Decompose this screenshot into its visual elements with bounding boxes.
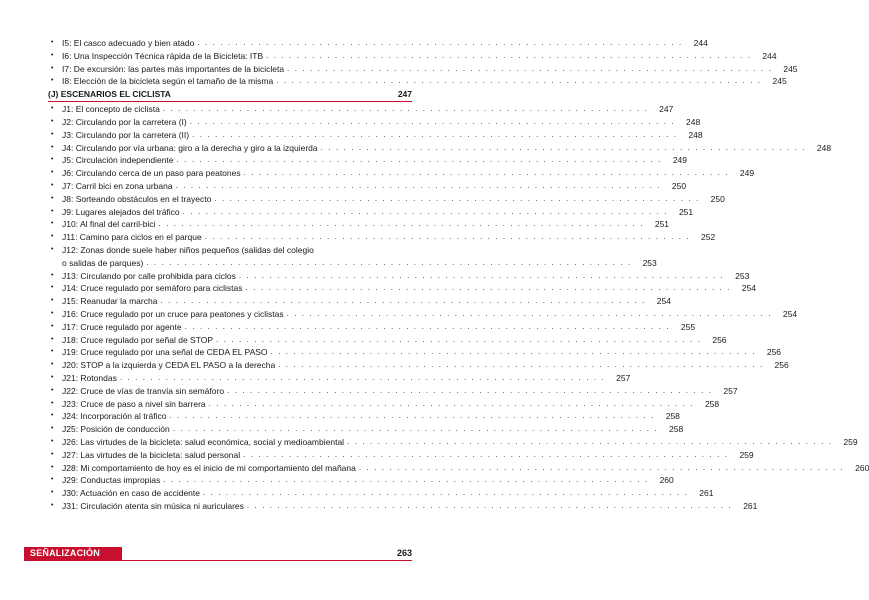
toc-entry-title: J26: Las virtudes de la bicicleta: salud económica, social y medioambiental [62,436,345,447]
bullet-icon: • [51,245,54,253]
bullet-icon: • [51,105,54,113]
toc-entry [48,449,754,462]
dot-leader: . . . . . . . . . . . . . . . . . . . . . . . . . . . . . . . . . . . . . . . . . . . . . . . . . . . . . . . . . . . . . . . . [270,347,757,357]
page-number: 263 [396,548,412,558]
bullet-icon: • [51,130,54,138]
dot-leader: . . . . . . . . . . . . . . . . . . . . . . . . . . . . . . . . . . . . . . . . . . . . . . . . . . . . . . . . . . . . . . . . [347,436,833,446]
dot-leader: . . . . . . . . . . . . . . . . . . . . . . . . . . . . . . . . . . . . . . . . . . . . . . . . . . . . . . . . . . . . . . . . [204,232,691,242]
toc-entry-page: 256 [774,360,789,371]
toc-entry-page: 260 [659,475,674,486]
toc-entry-title: J16: Cruce regulado por un cruce para peatones y ciclistas [62,308,284,319]
toc-entry-title: J29: Conductas impropias [62,475,161,486]
dot-leader: . . . . . . . . . . . . . . . . . . . . . . . . . . . . . . . . . . . . . . . . . . . . . . . . . . . . . . . . . . . . . . . . [287,63,773,73]
bullet-icon: • [51,373,54,381]
toc-entry-title: J31: Circulación atenta sin música ni auriculares [62,500,244,511]
toc-entry [48,129,703,142]
dot-leader: . . . . . . . . . . . . . . . . . . . . . . . . . . . . . . . . . . . . . . . . . . . . . . . . . . . . . . . . . . . . . . . . [202,488,689,498]
bullet-icon: • [51,143,54,151]
dot-leader: . . . . . . . . . . . . . . . . . . . . . . . . . . . . . . . . . . . . . . . . . . . . . . . . . . . . . . . . . . . . . . . . [246,500,733,510]
bullet-icon: • [51,348,54,356]
dot-leader: . . . . . . . . . . . . . . . . . . . . . . . . . . . . . . . . . . . . . . . . . . . . . . . . . . . . . . . . . . . . . . . . [278,360,764,370]
toc-entry-page: 256 [766,347,782,358]
dot-leader: . . . . . . . . . . . . . . . . . . . . . . . . . . . . . . . . . . . . . . . . . . . . . . . . . . . . . . . . . . . . . . . . [358,462,845,472]
bullet-icon: • [51,450,54,458]
dot-leader: . . . . . . . . . . . . . . . . . . . . . . . . . . . . . . . . . . . . . . . . . . . . . . . . . . . . . . . . . . . . . . . . [208,398,695,408]
dot-leader: . . . . . . . . . . . . . . . . . . . . . . . . . . . . . . . . . . . . . . . . . . . . . . . . . . . . . . . . . . . . . . . . [286,308,773,318]
bullet-icon: • [51,156,54,164]
toc-entry [48,385,738,398]
toc-entry-title: J3: Circulando por la carretera (II) [62,129,190,140]
toc-entry [48,487,714,500]
toc-entry-page: 253 [642,257,657,268]
toc-entry-title: J19: Cruce regulado por una señal de CEDA EL PASO [62,347,268,358]
bullet-icon: • [51,39,54,46]
dot-leader: . . . . . . . . . . . . . . . . . . . . . . . . . . . . . . . . . . . . . . . . . . . . . . . . . . . . . . . . . . . . . . . . [163,475,649,485]
bullet-icon: • [51,169,54,177]
bullet-icon: • [51,463,54,471]
toc-entry-page: 244 [762,50,777,61]
toc-entry-title: J22: Cruce de vías de tranvía sin semáforo [62,385,225,396]
toc-entry [48,359,789,372]
bullet-icon: • [51,181,54,189]
bullet-icon: • [51,437,54,445]
dot-leader: . . . . . . . . . . . . . . . . . . . . . . . . . . . . . . . . . . . . . . . . . . . . . . . . . . . . . . . . . . . . . . . . [197,38,683,47]
dot-leader: . . . . . . . . . . . . . . . . . . . . . . . . . . . . . . . . . . . . . . . . . . . . . . . . . . . . . . . . . . . . . . . . [189,116,676,126]
toc-entry-title: I5: El casco adecuado y bien atado [62,38,195,48]
dot-leader: . . . . . . . . . . . . . . . . . . . . . . . . . . . . . . . . . . . . . . . . . . . . . . . . . . . . . . . . . . . . . . . . [172,424,659,434]
toc-entry-page: 253 [735,270,750,281]
bullet-icon: • [51,476,54,484]
toc-entry-title: J13: Circulando por calle prohibida para ciclos [62,270,236,281]
toc-entry-continuation [48,257,657,270]
dot-leader: . . . . . . . . . . . . . . . . . . . . . . . . . . . . . . . . . . . . . . . . . . . . . . . . . . . . . . . . . . . . . . . . [276,76,762,86]
toc-entry [48,63,798,76]
bullet-icon: • [51,51,54,59]
toc-entry-title: J15: Reanudar la marcha [62,296,158,307]
toc-entry-page: 259 [739,449,754,460]
toc-entry [48,193,725,206]
toc-entry-title: J18: Cruce regulado por señal de STOP [62,334,214,345]
toc-entry-page: 261 [699,488,714,499]
bullet-icon: • [51,399,54,407]
toc-entry-page: 254 [656,296,671,307]
toc-entry-page: 254 [741,283,756,294]
toc-entry-title: J11: Camino para ciclos en el parque [62,232,202,243]
bullet-icon: • [51,297,54,305]
toc-entry [48,244,412,257]
toc-entry-page: 257 [723,385,738,396]
bullet-icon: • [51,284,54,292]
toc-entry-page: 250 [671,180,687,191]
toc-entry-title: J21: Rotondas [62,372,117,383]
dot-leader: . . . . . . . . . . . . . . . . . . . . . . . . . . . . . . . . . . . . . . . . . . . . . . . . . . . . . . . . . . . . . . . . [216,334,702,344]
toc-entry [48,474,674,487]
toc-entry-title: J6: Circulando cerca de un paso para peatones [62,168,241,179]
dot-leader: . . . . . . . . . . . . . . . . . . . . . . . . . . . . . . . . . . . . . . . . . . . . . . . . . . . . . . . . . . . . . . . . [243,168,730,178]
toc-entry-page: 261 [743,500,758,511]
toc-entry [48,180,687,193]
dot-leader: . . . . . . . . . . . . . . . . . . . . . . . . . . . . . . . . . . . . . . . . . . . . . . . . . . . . . . . . . . . . . . . . [243,449,729,459]
toc-entry-page: 254 [782,308,798,319]
section-page: 247 [397,89,412,100]
dot-leader: . . . . . . . . . . . . . . . . . . . . . . . . . . . . . . . . . . . . . . . . . . . . . . . . . . . . . . . . . . . . . . . . [175,180,662,190]
toc-entry [48,154,688,167]
toc-entry [48,231,716,244]
toc-entry [48,321,696,334]
bullet-icon: • [51,309,54,317]
toc-entry-page: 260 [855,462,869,473]
toc-entry [48,75,787,88]
toc-entry-page: 245 [772,76,787,87]
bullet-icon: • [51,64,54,72]
dot-leader: . . . . . . . . . . . . . . . . . . . . . . . . . . . . . . . . . . . . . . . . . . . . . . . . . . . . . . . . . . . . . . . . [184,321,671,331]
toc-entry-title: J28: Mi comportamiento de hoy es el inicio de mi comportamiento del mañana [62,462,356,473]
toc-entry [48,410,680,423]
toc-entry-title: J5: Circulación independiente [62,155,174,166]
toc-entry-title: J27: Las virtudes de la bicicleta: salud personal [62,449,241,460]
dot-leader: . . . . . . . . . . . . . . . . . . . . . . . . . . . . . . . . . . . . . . . . . . . . . . . . . . . . . . . . . . . . . . . . [266,50,752,60]
toc-entry-title: J1: El concepto de ciclista [62,104,160,115]
toc-entry [48,142,832,155]
bullet-icon: • [51,489,54,497]
toc-entry [48,308,798,321]
dot-leader: . . . . . . . . . . . . . . . . . . . . . . . . . . . . . . . . . . . . . . . . . . . . . . . . . . . . . . . . . . . . . . . . [160,296,646,306]
bullet-icon: • [51,361,54,369]
toc-entry-title: J12: Zonas donde suele haber niños pequeños (salidas del colegio [62,244,314,255]
bullet-icon: • [51,335,54,343]
toc-entry-title: J25: Posición de conducción [62,424,170,435]
toc-entry-title: J4: Circulando por vía urbana: giro a la derecha y giro a la izquierda [62,142,318,153]
toc-entry-title: I7: De excursión: las partes más importantes de la bicicleta [62,63,285,74]
toc-entry-title: J20: STOP a la izquierda y CEDA EL PASO a la derecha [62,360,276,371]
toc-entry-title: J9: Lugares alejados del tráfico [62,206,180,217]
bullet-icon: • [51,322,54,330]
toc-entry-page: 248 [816,142,832,153]
bullet-icon: • [51,194,54,202]
bullet-icon: • [51,501,54,509]
bullet-icon: • [51,220,54,228]
toc-entry-page: 259 [843,436,858,447]
toc-entry [48,167,755,180]
toc-entry [48,270,750,283]
dot-leader: . . . . . . . . . . . . . . . . . . . . . . . . . . . . . . . . . . . . . . . . . . . . . . . . . . . . . . . . . . . . . . . . [162,104,649,114]
toc-entry [48,436,858,449]
toc-entry-page: 244 [693,38,708,48]
dot-leader: . . . . . . . . . . . . . . . . . . . . . . . . . . . . . . . . . . . . . . . . . . . . . . . . . . . . . . . . . . . . . . . . [169,411,655,421]
toc-entry-page: 249 [672,155,688,166]
toc-entry [48,423,684,436]
toc-entry-page: 250 [710,193,725,204]
toc-entry-page: 249 [739,168,755,179]
dot-leader: . . . . . . . . . . . . . . . . . . . . . . . . . . . . . . . . . . . . . . . . . . . . . . . . . . . . . . . . . . . . . . . . [146,257,632,267]
toc-entry-page: 251 [678,206,694,217]
dot-leader: . . . . . . . . . . . . . . . . . . . . . . . . . . . . . . . . . . . . . . . . . . . . . . . . . . . . . . . . . . . . . . . . [176,155,663,165]
toc-entry-title: J2: Circulando por la carretera (I) [62,116,187,127]
table-of-contents [48,37,869,513]
section-heading [48,88,412,102]
dot-leader: . . . . . . . . . . . . . . . . . . . . . . . . . . . . . . . . . . . . . . . . . . . . . . . . . . . . . . . . . . . . . . . . [320,142,807,152]
toc-entry-page: 258 [669,424,684,435]
dot-leader: . . . . . . . . . . . . . . . . . . . . . . . . . . . . . . . . . . . . . . . . . . . . . . . . . . . . . . . . . . . . . . . . [158,219,645,229]
toc-entry [48,116,701,129]
dot-leader: . . . . . . . . . . . . . . . . . . . . . . . . . . . . . . . . . . . . . . . . . . . . . . . . . . . . . . . . . . . . . . . . [119,372,606,382]
toc-entry-page: 248 [686,116,701,127]
toc-entry-title: J10: Al final del carril-bici [62,219,156,230]
toc-entry-title: I6: Una Inspección Técnica rápida de la Bicicleta: ITB [62,50,264,61]
toc-entry-title-continued: o salidas de parques) [62,257,144,268]
bullet-icon: • [51,386,54,394]
bullet-icon: • [51,207,54,215]
dot-leader: . . . . . . . . . . . . . . . . . . . . . . . . . . . . . . . . . . . . . . . . . . . . . . . . . . . . . . . . . . . . . . . . [238,270,725,280]
toc-entry [48,462,869,475]
toc-entry-title: J8: Sorteando obstáculos en el trayecto [62,193,212,204]
toc-entry [48,500,758,513]
page-footer [24,547,412,561]
toc-entry [48,398,720,411]
toc-entry-page: 258 [704,398,720,409]
toc-entry [48,282,756,295]
toc-entry-title: J30: Actuación en caso de accidente [62,488,200,499]
toc-entry-page: 248 [688,129,703,140]
bullet-icon: • [51,271,54,279]
bullet-icon: • [51,233,54,241]
bullet-icon: • [51,425,54,433]
toc-entry-title: J23: Cruce de paso a nivel sin barrera [62,398,206,409]
toc-entry-page: 255 [680,321,696,332]
dot-leader: . . . . . . . . . . . . . . . . . . . . . . . . . . . . . . . . . . . . . . . . . . . . . . . . . . . . . . . . . . . . . . . . [182,206,669,216]
toc-entry-page: 252 [701,232,716,243]
toc-entry-title: J7: Carril bici en zona urbana [62,180,173,191]
toc-entry [48,334,727,347]
toc-entry-page: 251 [654,219,670,230]
toc-entry-page: 258 [665,411,680,422]
toc-entry-page: 247 [659,104,674,115]
toc-entry-title: J14: Cruce regulado por semáforo para ciclistas [62,283,243,294]
bullet-icon: • [51,77,54,85]
toc-entry [48,37,708,50]
toc-entry-title: I8: Elección de la bicicleta según el tamaño de la misma [62,76,274,87]
dot-leader: . . . . . . . . . . . . . . . . . . . . . . . . . . . . . . . . . . . . . . . . . . . . . . . . . . . . . . . . . . . . . . . . [245,283,731,293]
bullet-icon: • [51,412,54,420]
toc-entry-page: 257 [616,372,631,383]
section-title: (J) ESCENARIOS EL CICLISTA [48,89,171,100]
dot-leader: . . . . . . . . . . . . . . . . . . . . . . . . . . . . . . . . . . . . . . . . . . . . . . . . . . . . . . . . . . . . . . . . [227,385,713,395]
toc-entry [48,206,694,219]
toc-entry-page: 256 [712,334,727,345]
toc-entry-title: J24: Incorporación al tráfico [62,411,167,422]
toc-entry [48,295,671,308]
bullet-icon: • [51,117,54,125]
dot-leader: . . . . . . . . . . . . . . . . . . . . . . . . . . . . . . . . . . . . . . . . . . . . . . . . . . . . . . . . . . . . . . . . [214,193,700,203]
toc-entry [48,50,777,63]
toc-entry-title: J17: Cruce regulado por agente [62,321,182,332]
footer-section-label: SEÑALIZACIÓN [24,547,122,560]
toc-entry [48,372,631,385]
dot-leader: . . . . . . . . . . . . . . . . . . . . . . . . . . . . . . . . . . . . . . . . . . . . . . . . . . . . . . . . . . . . . . . . [192,129,678,139]
toc-entry-page: 245 [783,63,798,74]
toc-entry [48,346,782,359]
toc-entry [48,103,674,116]
toc-entry [48,218,670,231]
